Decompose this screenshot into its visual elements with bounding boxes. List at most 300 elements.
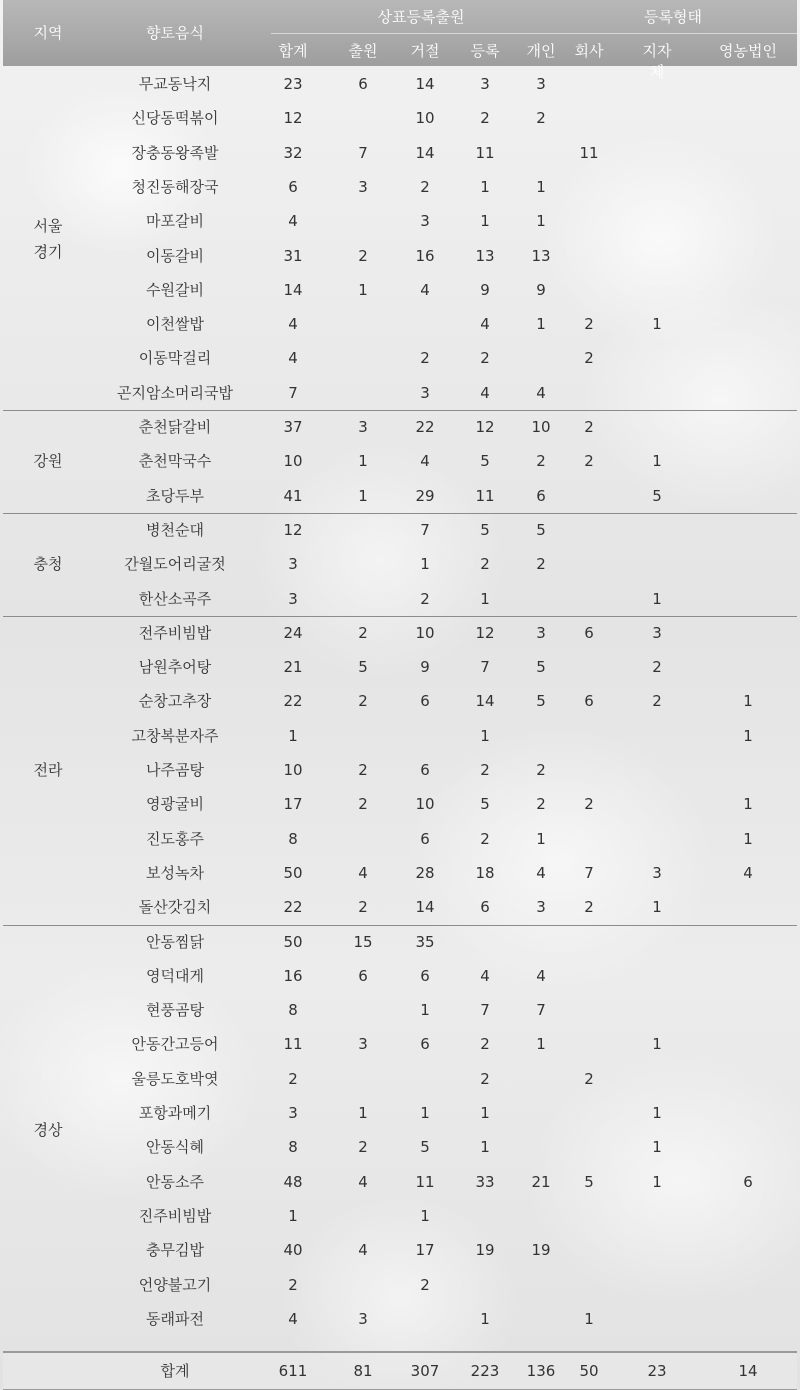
table-row <box>3 307 797 341</box>
cell-7: 6 <box>743 1172 753 1191</box>
cell-5 <box>569 273 609 307</box>
cell-6: 1 <box>652 1104 662 1122</box>
cell-1: 3 <box>358 1035 368 1054</box>
cell-6 <box>637 822 677 856</box>
cell-5 <box>569 204 609 238</box>
food-name: 안동식혜 <box>146 1138 204 1157</box>
cell-1 <box>343 307 383 341</box>
cell-4: 3 <box>536 623 546 642</box>
cell-2 <box>405 1062 445 1096</box>
cell-3: 9 <box>480 280 490 299</box>
cell-2: 6 <box>420 829 430 848</box>
cell-1: 5 <box>358 658 368 677</box>
cell-6 <box>637 753 677 787</box>
cell-3: 11 <box>475 486 495 505</box>
cell-1: 7 <box>358 143 368 162</box>
cell-0: 22 <box>283 898 303 917</box>
cell-6: 1 <box>652 1138 662 1157</box>
cell-4: 6 <box>536 486 546 505</box>
cell-0: 24 <box>283 623 303 642</box>
cell-2: 14 <box>415 143 435 162</box>
cell-0: 3 <box>288 589 298 608</box>
cell-2: 10 <box>415 109 435 128</box>
cell-7 <box>728 101 768 135</box>
cell-4 <box>521 1062 561 1096</box>
cell-0: 8 <box>288 829 298 848</box>
cell-0: 1 <box>288 1206 298 1225</box>
table-row <box>3 890 797 924</box>
cell-2: 22 <box>415 418 435 436</box>
cell-2: 10 <box>415 795 435 814</box>
cell-4: 2 <box>536 452 546 471</box>
cell-7: 1 <box>743 726 753 745</box>
cell-1: 4 <box>358 1172 368 1191</box>
cell-6 <box>637 410 677 444</box>
cell-7 <box>728 410 768 444</box>
cell-2: 11 <box>415 1172 435 1191</box>
cell-6 <box>637 547 677 581</box>
cell-0: 50 <box>283 863 303 882</box>
cell-0: 4 <box>288 1309 298 1328</box>
cell-0: 16 <box>283 966 303 985</box>
cell-4 <box>521 1096 561 1130</box>
table-row <box>3 1027 797 1061</box>
cell-5: 6 <box>584 623 594 642</box>
food-name: 춘천막국수 <box>138 452 212 471</box>
cell-0: 4 <box>288 349 298 368</box>
cell-1 <box>343 547 383 581</box>
cell-7 <box>728 1130 768 1164</box>
cell-5: 2 <box>584 898 594 917</box>
cell-2: 1 <box>420 555 430 574</box>
table-row <box>3 341 797 375</box>
cell-1: 6 <box>358 75 368 93</box>
cell-5: 1 <box>584 1309 594 1328</box>
cell-7 <box>728 890 768 924</box>
total-cell-7: 14 <box>738 1362 758 1380</box>
cell-4: 1 <box>536 315 546 334</box>
cell-4: 5 <box>536 658 546 677</box>
table-row <box>3 822 797 856</box>
cell-3: 3 <box>480 75 490 93</box>
total-label: 합계 <box>160 1362 190 1380</box>
cell-1: 2 <box>358 623 368 642</box>
cell-5: 2 <box>584 795 594 814</box>
cell-4 <box>521 1268 561 1302</box>
food-name: 고창복분자주 <box>131 726 219 745</box>
cell-3: 1 <box>480 589 490 608</box>
cell-5: 11 <box>579 143 599 162</box>
header-col-5: 회사 <box>574 42 604 60</box>
table-row <box>3 547 797 581</box>
total-cell-6: 23 <box>647 1362 667 1380</box>
cell-6: 2 <box>652 692 662 711</box>
cell-4: 1 <box>536 1035 546 1054</box>
table-row <box>3 684 797 718</box>
table-row <box>3 753 797 787</box>
food-name: 마포갈비 <box>146 212 204 231</box>
cell-3: 2 <box>480 829 490 848</box>
cell-5 <box>569 101 609 135</box>
cell-3: 2 <box>480 109 490 128</box>
cell-4: 1 <box>536 829 546 848</box>
table-row <box>3 582 797 616</box>
cell-6: 1 <box>652 1035 662 1054</box>
cell-0: 17 <box>283 795 303 814</box>
cell-6 <box>637 787 677 821</box>
cell-7 <box>728 513 768 547</box>
cell-5 <box>569 1096 609 1130</box>
cell-4: 2 <box>536 555 546 574</box>
cell-4: 5 <box>536 520 546 539</box>
cell-3: 4 <box>480 966 490 985</box>
food-name: 안동간고등어 <box>131 1035 219 1054</box>
total-cell-4: 136 <box>526 1362 556 1380</box>
cell-5: 7 <box>584 863 594 882</box>
cell-6 <box>637 239 677 273</box>
cell-3: 1 <box>480 212 490 231</box>
cell-1: 1 <box>358 486 368 505</box>
cell-0: 12 <box>283 520 303 539</box>
table-header <box>3 0 797 81</box>
cell-4: 2 <box>536 795 546 814</box>
table-row <box>3 1199 797 1233</box>
cell-6 <box>637 719 677 753</box>
food-name: 전주비빔밥 <box>138 623 212 642</box>
cell-0: 2 <box>288 1069 298 1088</box>
total-cell-5: 50 <box>579 1362 599 1380</box>
cell-3: 5 <box>480 452 490 471</box>
table-row <box>3 1062 797 1096</box>
cell-3: 2 <box>480 1069 490 1088</box>
cell-3: 1 <box>480 1309 490 1328</box>
cell-0: 50 <box>283 932 303 951</box>
cell-5: 2 <box>584 452 594 471</box>
cell-4 <box>521 582 561 616</box>
cell-1 <box>343 993 383 1027</box>
cell-0: 8 <box>288 1138 298 1157</box>
cell-7 <box>728 479 768 513</box>
cell-7 <box>728 444 768 478</box>
cell-1 <box>343 513 383 547</box>
cell-6: 5 <box>652 486 662 505</box>
cell-6 <box>637 1062 677 1096</box>
cell-0: 7 <box>288 383 298 402</box>
food-name: 이동갈비 <box>146 246 204 265</box>
food-name: 초당두부 <box>146 486 204 505</box>
cell-7 <box>728 239 768 273</box>
food-name: 이동막걸리 <box>138 349 212 368</box>
cell-7 <box>728 307 768 341</box>
cell-3: 1 <box>480 1104 490 1122</box>
total-cell-3: 223 <box>470 1362 500 1380</box>
food-name: 간월도어리굴젓 <box>124 555 226 574</box>
cell-2: 10 <box>415 623 435 642</box>
cell-5 <box>569 67 609 101</box>
cell-5 <box>569 1268 609 1302</box>
cell-4: 4 <box>536 383 546 402</box>
region-label: 서울 경기 <box>33 216 63 261</box>
cell-4: 4 <box>536 863 546 882</box>
cell-7 <box>728 204 768 238</box>
cell-4: 7 <box>536 1001 546 1020</box>
cell-0: 21 <box>283 658 303 677</box>
cell-2: 2 <box>420 1275 430 1294</box>
table-row <box>3 650 797 684</box>
cell-3: 7 <box>480 658 490 677</box>
cell-7 <box>728 1062 768 1096</box>
cell-2: 9 <box>420 658 430 677</box>
cell-1: 3 <box>358 418 368 436</box>
total-cell-2: 307 <box>410 1362 440 1380</box>
cell-2: 4 <box>420 452 430 471</box>
region-label: 경상 <box>33 1121 63 1140</box>
table-row <box>3 136 797 170</box>
cell-0: 41 <box>283 486 303 505</box>
cell-5: 6 <box>584 692 594 711</box>
cell-1: 15 <box>353 932 373 951</box>
total-cell-1: 81 <box>353 1362 373 1380</box>
cell-7 <box>728 1096 768 1130</box>
table-row <box>3 479 797 513</box>
cell-0: 4 <box>288 212 298 231</box>
cell-3: 11 <box>475 143 495 162</box>
cell-2: 7 <box>420 520 430 539</box>
cell-6: 1 <box>652 452 662 471</box>
table-row <box>3 444 797 478</box>
cell-0: 10 <box>283 452 303 471</box>
cell-5 <box>569 719 609 753</box>
cell-1: 1 <box>358 452 368 471</box>
cell-6: 3 <box>652 863 662 882</box>
cell-6 <box>637 376 677 410</box>
cell-0: 12 <box>283 109 303 128</box>
cell-2 <box>405 719 445 753</box>
table-row <box>3 204 797 238</box>
table-row <box>3 410 797 444</box>
table-row <box>3 719 797 753</box>
table-row <box>3 101 797 135</box>
cell-5 <box>569 170 609 204</box>
cell-1: 1 <box>358 280 368 299</box>
cell-6 <box>637 273 677 307</box>
cell-7: 1 <box>743 692 753 711</box>
cell-5 <box>569 993 609 1027</box>
cell-1: 2 <box>358 795 368 814</box>
cell-1: 1 <box>358 1104 368 1122</box>
cell-5 <box>569 479 609 513</box>
cell-0: 8 <box>288 1001 298 1020</box>
cell-4: 19 <box>531 1241 551 1260</box>
table-row <box>3 1233 797 1267</box>
cell-4: 13 <box>531 246 551 265</box>
table-row <box>3 376 797 410</box>
cell-2: 6 <box>420 761 430 779</box>
food-name: 영광굴비 <box>146 795 204 814</box>
cell-4: 1 <box>536 212 546 231</box>
cell-6 <box>637 341 677 375</box>
food-name: 충무김밥 <box>146 1241 204 1260</box>
cell-4: 3 <box>536 75 546 93</box>
cell-3: 12 <box>475 623 495 642</box>
cell-2 <box>405 1302 445 1336</box>
cell-6: 1 <box>652 315 662 334</box>
cell-2: 5 <box>420 1138 430 1157</box>
cell-6: 1 <box>652 898 662 917</box>
cell-7 <box>728 959 768 993</box>
cell-0: 40 <box>283 1241 303 1260</box>
table-row <box>3 959 797 993</box>
cell-3: 13 <box>475 246 495 265</box>
cell-6: 1 <box>652 589 662 608</box>
cell-6 <box>637 1302 677 1336</box>
cell-1 <box>343 582 383 616</box>
food-name: 안동소주 <box>146 1172 204 1191</box>
cell-5: 2 <box>584 1069 594 1088</box>
cell-7 <box>728 993 768 1027</box>
cell-0: 10 <box>283 761 303 779</box>
cell-2: 14 <box>415 898 435 917</box>
cell-5: 2 <box>584 315 594 334</box>
table-row <box>3 925 797 959</box>
header-col-1: 출원 <box>348 42 378 60</box>
cell-0: 37 <box>283 418 303 436</box>
food-name: 안동찜닭 <box>146 932 204 951</box>
cell-2: 1 <box>420 1104 430 1122</box>
cell-6 <box>637 993 677 1027</box>
food-name: 포항과메기 <box>138 1104 212 1122</box>
cell-0: 11 <box>283 1035 303 1054</box>
cell-7 <box>728 273 768 307</box>
cell-3: 12 <box>475 418 495 436</box>
cell-6 <box>637 1268 677 1302</box>
cell-2: 29 <box>415 486 435 505</box>
cell-7 <box>728 67 768 101</box>
cell-4: 9 <box>536 280 546 299</box>
cell-1: 2 <box>358 761 368 779</box>
cell-4: 4 <box>536 966 546 985</box>
cell-3: 5 <box>480 520 490 539</box>
cell-0: 3 <box>288 555 298 574</box>
cell-5: 5 <box>584 1172 594 1191</box>
cell-1: 3 <box>358 177 368 196</box>
table-row <box>3 856 797 890</box>
cell-0: 22 <box>283 692 303 711</box>
cell-6 <box>637 513 677 547</box>
region-label: 강원 <box>33 452 63 471</box>
table-row <box>3 67 797 101</box>
region-label: 충청 <box>33 555 63 574</box>
cell-5 <box>569 753 609 787</box>
header-col-6: 지자체 <box>642 42 672 81</box>
cell-4: 2 <box>536 761 546 779</box>
cell-1 <box>343 1062 383 1096</box>
cell-2: 28 <box>415 863 435 882</box>
cell-2: 2 <box>420 589 430 608</box>
table-row <box>3 787 797 821</box>
cell-3: 1 <box>480 1138 490 1157</box>
header-group-divider <box>271 33 797 34</box>
cell-5 <box>569 239 609 273</box>
cell-1 <box>343 822 383 856</box>
cell-6 <box>637 136 677 170</box>
cell-4 <box>521 925 561 959</box>
food-name: 언양불고기 <box>138 1275 212 1294</box>
cell-2 <box>405 307 445 341</box>
food-name: 장충동왕족발 <box>131 143 219 162</box>
cell-0: 14 <box>283 280 303 299</box>
cell-3: 2 <box>480 761 490 779</box>
cell-3: 2 <box>480 1035 490 1054</box>
cell-5 <box>569 925 609 959</box>
cell-3: 2 <box>480 555 490 574</box>
cell-6 <box>637 204 677 238</box>
food-name: 울릉도호박엿 <box>131 1069 219 1088</box>
cell-2: 17 <box>415 1241 435 1260</box>
cell-4 <box>521 719 561 753</box>
cell-3: 4 <box>480 315 490 334</box>
cell-2: 3 <box>420 383 430 402</box>
food-name: 무교동낙지 <box>138 75 212 93</box>
cell-3: 4 <box>480 383 490 402</box>
cell-6: 3 <box>652 623 662 642</box>
header-region: 지역 <box>33 24 63 42</box>
food-name: 병천순대 <box>146 520 204 539</box>
cell-1: 6 <box>358 966 368 985</box>
table-row <box>3 1165 797 1199</box>
food-name: 진주비빔밥 <box>138 1206 212 1225</box>
food-name: 이천쌀밥 <box>146 315 204 334</box>
cell-6 <box>637 101 677 135</box>
cell-2: 35 <box>415 932 435 951</box>
cell-1: 4 <box>358 1241 368 1260</box>
cell-1 <box>343 376 383 410</box>
food-name: 영덕대게 <box>146 966 204 985</box>
header-group-type: 등록형태 <box>644 8 702 26</box>
cell-3: 1 <box>480 726 490 745</box>
cell-7 <box>728 616 768 650</box>
cell-6 <box>637 67 677 101</box>
cell-1: 3 <box>358 1309 368 1328</box>
cell-5 <box>569 959 609 993</box>
region-label: 전라 <box>33 761 63 780</box>
cell-0: 48 <box>283 1172 303 1191</box>
cell-1 <box>343 1268 383 1302</box>
header-col-2: 거절 <box>410 42 440 60</box>
cell-3: 1 <box>480 177 490 196</box>
cell-7 <box>728 1268 768 1302</box>
food-name: 곤지암소머리국밥 <box>117 383 233 402</box>
cell-7 <box>728 547 768 581</box>
cell-7 <box>728 650 768 684</box>
cell-2: 6 <box>420 966 430 985</box>
cell-4 <box>521 1199 561 1233</box>
table-row <box>3 1130 797 1164</box>
cell-3: 7 <box>480 1001 490 1020</box>
cell-6 <box>637 170 677 204</box>
food-name: 한산소곡주 <box>138 589 212 608</box>
header-food: 향토음식 <box>146 24 204 42</box>
cell-1 <box>343 719 383 753</box>
cell-7 <box>728 341 768 375</box>
cell-3: 6 <box>480 898 490 917</box>
cell-1 <box>343 101 383 135</box>
cell-1: 2 <box>358 898 368 917</box>
cell-0: 31 <box>283 246 303 265</box>
cell-6 <box>637 1199 677 1233</box>
cell-3: 18 <box>475 863 495 882</box>
cell-4: 21 <box>531 1172 551 1191</box>
